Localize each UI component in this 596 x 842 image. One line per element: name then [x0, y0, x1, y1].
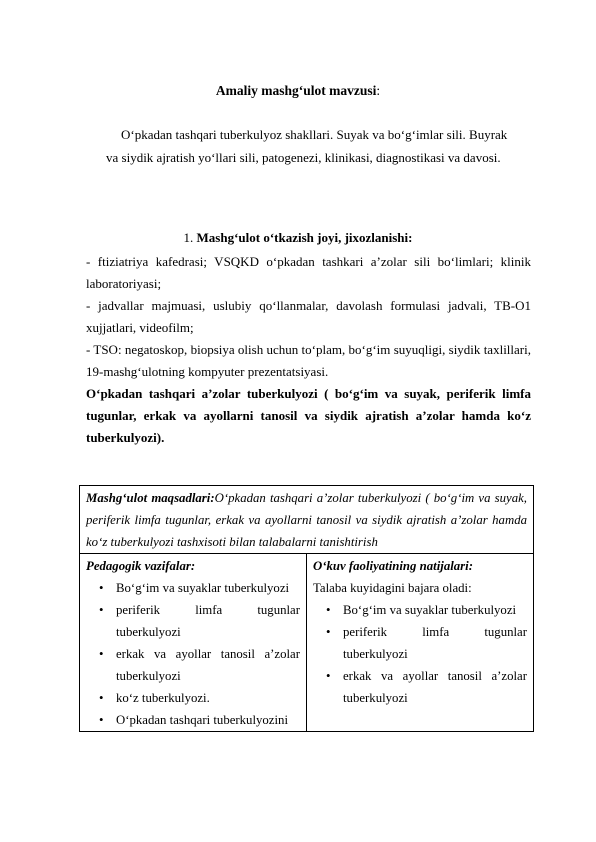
page-title-text: Amaliy mashg‘ulot mavzusi [215, 83, 377, 98]
section-number: 1. [183, 230, 194, 245]
goals-text: O‘pkadan tashqari a’zolar tuberkulyozi ( bo‘g‘im va suyak, periferik limfa tugunlar, erkak va ayollarni tanosil va siydik ajratish a’zolar hamda ko‘z tuberkulyozi tashxisoti bilan talabalarni tanishtirish [86, 491, 527, 549]
goals-cell [80, 486, 534, 554]
section-body [86, 251, 531, 449]
list-item: • Bo‘g‘im va suyaklar tuberkulyozi [116, 577, 300, 599]
page-title [0, 83, 596, 99]
section-heading-text: Mashg‘ulot o‘tkazish joyi, jixozlanishi: [196, 230, 413, 245]
topic-line-2: va siydik ajratish yo‘llari sili, patogenezi, klinikasi, diagnostikasi va davosi. [106, 150, 501, 165]
topic-line-1: O‘pkadan tashqari tuberkulyoz shakllari. Suyak va bo‘g‘imlar sili. Buyrak [121, 127, 508, 142]
list-item: • erkak va ayollar tanosil a’zolar tuberkulyozi [343, 665, 527, 709]
pedagogical-tasks-heading: Pedagogik vazifalar: [86, 559, 196, 573]
tasks-row [80, 554, 534, 732]
list-item: • O‘pkadan tashqari tuberkulyozini [116, 709, 300, 731]
paragraph-materials: - jadvallar majmuasi, uslubiy qo‘llanmalar, davolash formulasi jadvali, TB-O1 xujjatlari, videofilm; [86, 298, 531, 335]
learning-outcomes-list [313, 599, 527, 709]
paragraph-equipment: - TSO: negatoskop, biopsiya olish uchun to‘plam, bo‘g‘im suyuqligi, siydik taxlillari, 19-mashg‘ulotning kompyuter prezentatsiyasi. [86, 342, 531, 379]
paragraph-subject: O‘pkadan tashqari a’zolar tuberkulyozi ( bo‘g‘im va suyak, periferik limfa tugunlar, erkak va ayollarni tanosil va siydik ajratish a’zolar hamda ko‘z tuberkulyozi). [86, 386, 531, 445]
learning-outcomes-intro: Talaba kuyidagini bajara oladi: [313, 581, 472, 595]
goals-table [79, 485, 534, 732]
learning-outcomes-heading: O‘kuv faoliyatining natijalari: [313, 559, 473, 573]
goals-label: Mashg‘ulot maqsadlari: [86, 491, 215, 505]
section-heading [0, 230, 596, 246]
list-item: • periferik limfa tugunlar tuberkulyozi [343, 621, 527, 665]
list-item: • periferik limfa tugunlar tuberkulyozi [116, 599, 300, 643]
paragraph-location: - ftiziatriya kafedrasi; VSQKD o‘pkadan tashkari a’zolar sili bo‘limlari; klinik laboratoriyasi; [86, 254, 531, 291]
goals-row [80, 486, 534, 554]
page-title-colon: : [376, 83, 381, 98]
pedagogical-tasks-cell [80, 554, 307, 732]
list-item: • Bo‘g‘im va suyaklar tuberkulyozi [343, 599, 527, 621]
list-item: • erkak va ayollar tanosil a’zolar tuberkulyozi [116, 643, 300, 687]
pedagogical-tasks-list [86, 577, 300, 731]
list-item: • ko‘z tuberkulyozi. [116, 687, 300, 709]
learning-outcomes-cell [307, 554, 534, 732]
